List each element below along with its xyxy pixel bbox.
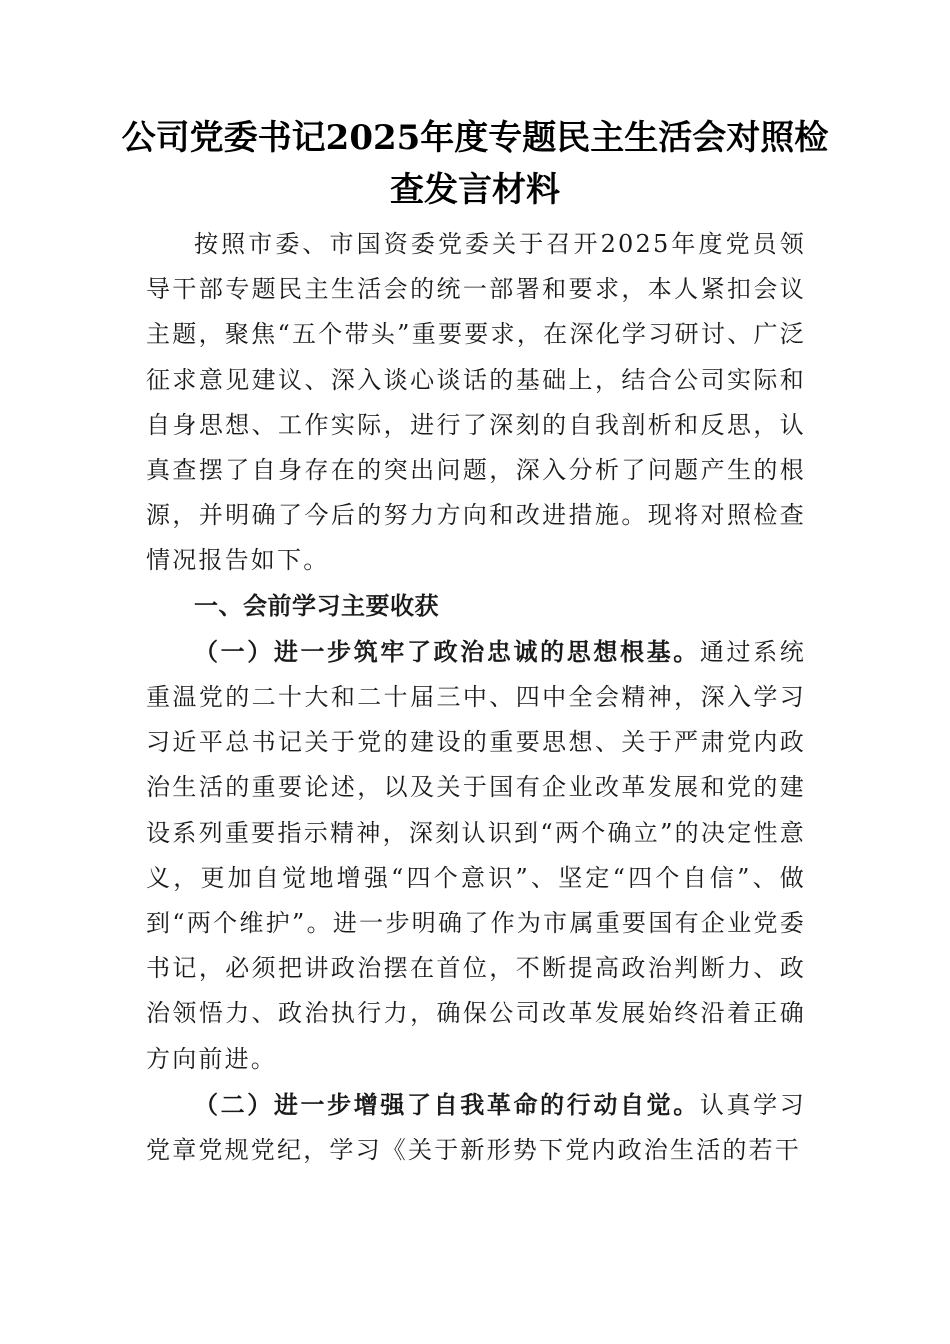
section-heading-1: 一、会前学习主要收获 xyxy=(194,591,439,620)
item-2-body: 认真学习党章党规党纪，学习《关于新形势下党内政治生活的若干 xyxy=(146,1090,806,1165)
intro-paragraph: 按照市委、市国资委党委关于召开2025年度党员领导干部专题民主生活会的统一部署和要求，本人紧扣会议主题，聚焦“五个带头”重要要求，在深化学习研讨、广泛征求意见建议、深入谈心谈话的基础上，结合公司实际和自身思想、工作实际，进行了深刻的自我剖析和反思，认真查摆了自身存在的突出问题，深入分析了问题产生的根源，并明确了今后的努力方向和改进措施。现将对照检查情况报告如下。 xyxy=(146,230,806,575)
item-1-lead: （一）进一步筑牢了政治忠诚的思想根基。 xyxy=(194,636,700,666)
item-paragraph-2 xyxy=(146,1082,806,1173)
item-paragraph-1 xyxy=(146,629,806,1082)
document-title: 公司党委书记2025年度专题民主生活会对照检查发言材料 xyxy=(121,118,829,210)
document-body xyxy=(146,222,806,1173)
item-2-lead: （二）进一步增强了自我革命的行动自觉。 xyxy=(194,1089,700,1119)
item-1-body: 通过系统重温党的二十大和二十届三中、四中全会精神，深入学习习近平总书记关于党的建设的重要思想、关于严肃党内政治生活的重要论述，以及关于国有企业改革发展和党的建设系列重要指示精神，深刻认识到“两个确立”的决定性意义，更加自觉地增强“四个意识”、坚定“四个自信”、做到“两个维护”。进一步明确了作为市属重要国有企业党委书记，必须把讲政治摆在首位，不断提高政治判断力、政治领悟力、政治执行力，确保公司改革发展始终沿着正确方向前进。 xyxy=(146,637,806,1073)
